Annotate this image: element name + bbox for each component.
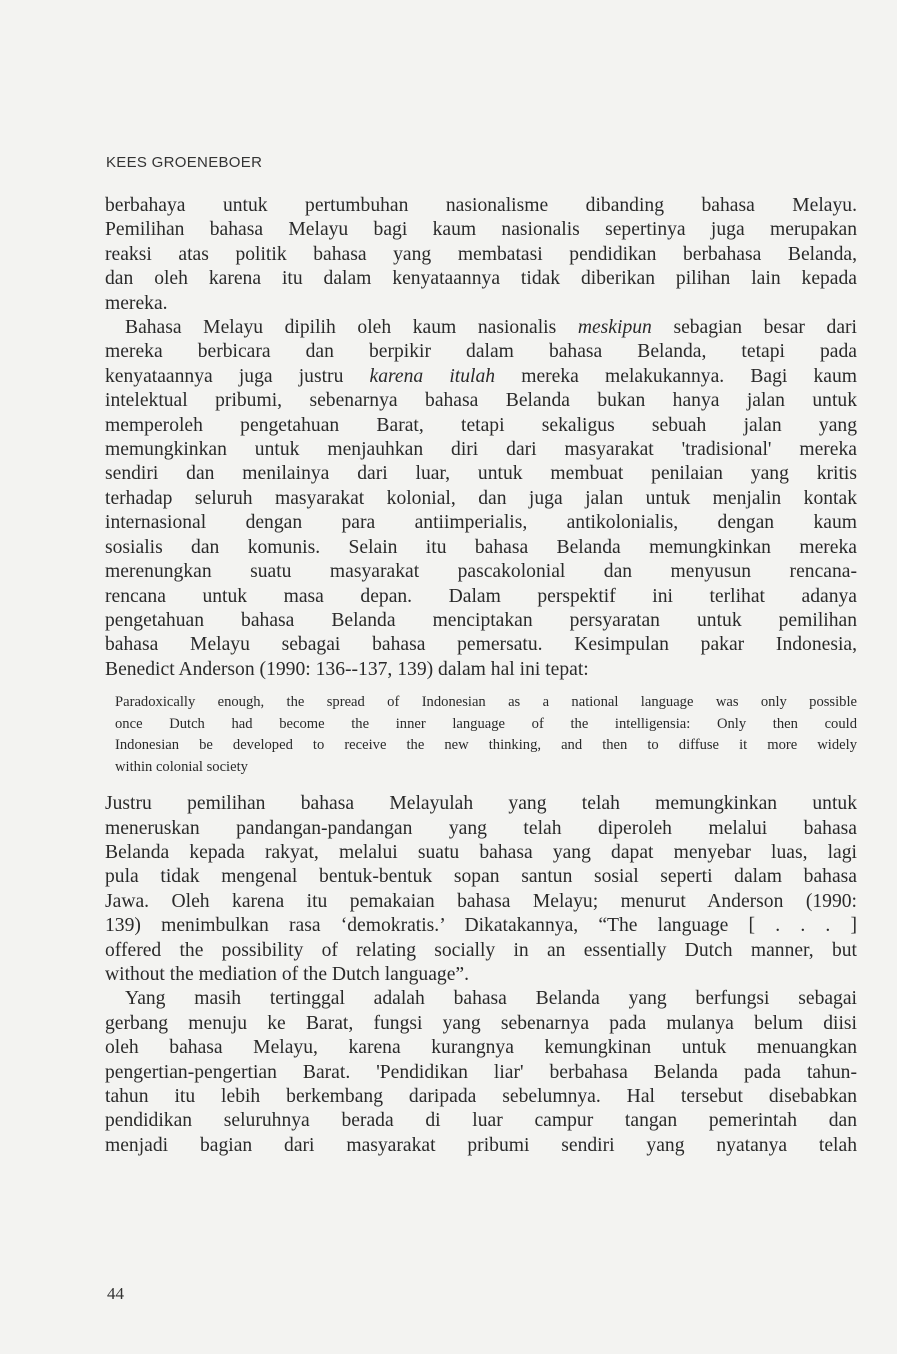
- text-line: [105, 987, 857, 1011]
- text-segment: rencana untuk masa depan. Dalam perspektif ini terlihat adanya: [105, 585, 857, 607]
- text-segment: 139) menimbulkan rasa ‘demokratis.’ Dikatakannya, “The language [ . . . ]: [105, 915, 857, 937]
- text-line: [105, 365, 857, 389]
- text-line: [105, 536, 857, 560]
- text-line: [105, 609, 857, 633]
- block-quote: [115, 692, 857, 778]
- quote-line: within colonial society: [115, 758, 248, 775]
- text-line: [105, 487, 857, 511]
- text-line: [105, 890, 857, 914]
- text-line: [105, 194, 857, 218]
- paragraph: [105, 987, 857, 1158]
- text-line: [105, 865, 857, 889]
- text-segment: pengertian-pengertian Barat. 'Pendidikan liar' berbahasa Belanda pada tahun-: [105, 1061, 857, 1083]
- text-line: [105, 633, 857, 657]
- text-segment: without the mediation of the Dutch language”.: [105, 963, 470, 985]
- text-line: [105, 1134, 857, 1158]
- paragraphs-before-quote: [105, 194, 857, 682]
- page-body: [105, 194, 857, 1158]
- text-segment: Yang masih tertinggal adalah bahasa Belanda yang berfungsi sebagai: [125, 988, 857, 1010]
- text-line: [105, 340, 857, 364]
- text-segment: memperoleh pengetahuan Barat, tetapi sekaligus sebuah jalan yang: [105, 414, 857, 436]
- text-segment: mereka melakukannya. Bagi kaum: [495, 365, 857, 387]
- quote-line: Paradoxically enough, the spread of Indonesian as a national language was only possible: [115, 694, 857, 711]
- text-line: [105, 389, 857, 413]
- text-segment: meneruskan pandangan-pandangan yang telah diperoleh melalui bahasa: [105, 817, 857, 839]
- quote-line: Indonesian be developed to receive the new thinking, and then to diffuse it more widely: [115, 737, 857, 754]
- text-segment: sebagian besar dari: [651, 317, 857, 339]
- text-segment: gerbang menuju ke Barat, fungsi yang sebenarnya pada mulanya belum diisi: [105, 1012, 857, 1034]
- text-line: [105, 292, 857, 316]
- text-segment: merenungkan suatu masyarakat pascakolonial dan menyusun rencana-: [105, 561, 857, 583]
- text-line: [105, 218, 857, 242]
- text-segment: Belanda kepada rakyat, melalui suatu bahasa yang dapat menyebar luas, lagi: [105, 841, 857, 863]
- text-segment: Justru pemilihan bahasa Melayulah yang telah memungkinkan untuk: [105, 793, 857, 815]
- text-segment: pendidikan seluruhnya berada di luar campur tangan pemerintah dan: [105, 1110, 857, 1132]
- text-segment: intelektual pribumi, sebenarnya bahasa Belanda bukan hanya jalan untuk: [105, 390, 857, 412]
- text-line: [105, 414, 857, 438]
- text-line: [105, 267, 857, 291]
- quote-line: once Dutch had become the inner language of the intelligensia: Only then could: [115, 715, 857, 732]
- text-line: [105, 243, 857, 267]
- italic-text: meskipun: [577, 317, 652, 339]
- text-line: [105, 939, 857, 963]
- text-line: [105, 585, 857, 609]
- text-segment: menjadi bagian dari masyarakat pribumi sendiri yang nyatanya telah: [105, 1134, 857, 1156]
- text-segment: dan oleh karena itu dalam kenyataannya tidak diberikan pilihan lain kepada: [105, 268, 857, 290]
- text-line: [105, 658, 857, 682]
- running-header: KEES GROENEBOER: [106, 154, 263, 171]
- text-line: [105, 1109, 857, 1133]
- text-segment: sendiri dan menilainya dari luar, untuk membuat penilaian yang kritis: [105, 463, 857, 485]
- text-line: [105, 560, 857, 584]
- text-segment: mereka.: [105, 292, 168, 314]
- text-line: [105, 1085, 857, 1109]
- text-line: [105, 1061, 857, 1085]
- text-segment: Pemilihan bahasa Melayu bagi kaum nasionalis sepertinya juga merupakan: [105, 219, 857, 241]
- paragraph: [105, 316, 857, 682]
- text-segment: terhadap seluruh masyarakat kolonial, dan juga jalan untuk menjalin kontak: [105, 487, 857, 509]
- text-segment: pula tidak mengenal bentuk-bentuk sopan santun sosial seperti dalam bahasa: [105, 866, 857, 888]
- text-line: [105, 511, 857, 535]
- text-segment: Jawa. Oleh karena itu pemakaian bahasa Melayu; menurut Anderson (1990:: [105, 890, 857, 912]
- text-segment: memungkinkan untuk menjauhkan diri dari masyarakat 'tradisional' mereka: [105, 439, 857, 461]
- text-line: [105, 1012, 857, 1036]
- text-line: [105, 963, 857, 987]
- text-line: [105, 1036, 857, 1060]
- text-line: [105, 438, 857, 462]
- text-line: [105, 462, 857, 486]
- text-line: [105, 817, 857, 841]
- text-segment: kenyataannya juga justru: [105, 365, 370, 387]
- text-segment: internasional dengan para antiimperialis, antikolonialis, dengan kaum: [105, 512, 857, 534]
- text-segment: Bahasa Melayu dipilih oleh kaum nasionalis: [125, 317, 578, 339]
- text-segment: berbahaya untuk pertumbuhan nasionalisme dibanding bahasa Melayu.: [105, 195, 857, 216]
- text-segment: sosialis dan komunis. Selain itu bahasa Belanda memungkinkan mereka: [105, 536, 857, 558]
- page-number: 44: [107, 1284, 124, 1303]
- paragraphs-after-quote: [105, 792, 857, 1158]
- paragraph: [105, 194, 857, 316]
- text-segment: offered the possibility of relating socially in an essentially Dutch manner, but: [105, 939, 857, 961]
- text-segment: reaksi atas politik bahasa yang membatasi pendidikan berbahasa Belanda,: [105, 243, 857, 265]
- text-segment: Benedict Anderson (1990: 136--137, 139) dalam hal ini tepat:: [105, 658, 589, 680]
- text-segment: bahasa Melayu sebagai bahasa pemersatu. Kesimpulan pakar Indonesia,: [105, 634, 857, 656]
- text-segment: mereka berbicara dan berpikir dalam bahasa Belanda, tetapi pada: [105, 341, 857, 363]
- text-segment: tahun itu lebih berkembang daripada sebelumnya. Hal tersebut disebabkan: [105, 1086, 857, 1107]
- italic-text: karena itulah: [369, 365, 496, 387]
- text-line: [105, 792, 857, 816]
- text-line: [105, 316, 857, 340]
- text-segment: oleh bahasa Melayu, karena kurangnya kemungkinan untuk menuangkan: [105, 1037, 857, 1059]
- text-line: [105, 841, 857, 865]
- text-segment: pengetahuan bahasa Belanda menciptakan persyaratan untuk pemilihan: [105, 609, 857, 631]
- paragraph: [105, 792, 857, 987]
- text-line: [105, 914, 857, 938]
